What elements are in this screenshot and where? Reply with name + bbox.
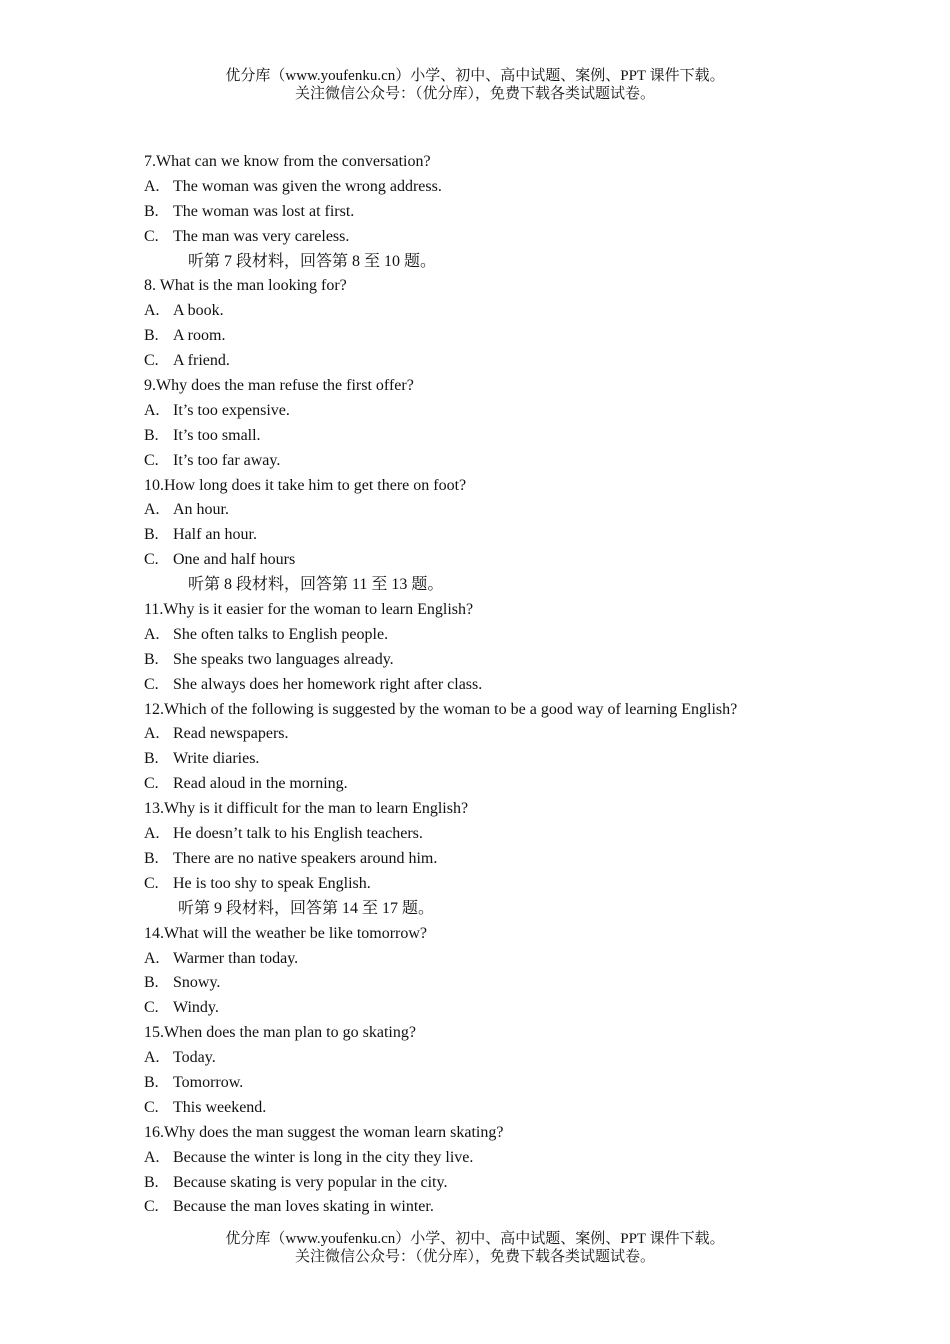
option-letter: B. bbox=[144, 750, 159, 768]
option-text: It’s too expensive. bbox=[173, 401, 290, 419]
option-9c bbox=[144, 449, 924, 474]
option-text: It’s too far away. bbox=[173, 451, 281, 469]
option-text: There are no native speakers around him. bbox=[173, 849, 438, 867]
option-16a bbox=[144, 1146, 924, 1171]
option-7a bbox=[144, 175, 924, 200]
question-stem-13: 13.Why is it difficult for the man to learn English? bbox=[144, 800, 469, 818]
footer-line-1: 优分库（www.youfenku.cn）小学、初中、高中试题、案例、PPT 课件下载。 bbox=[225, 1231, 725, 1247]
option-13c bbox=[144, 872, 924, 897]
page-footer bbox=[0, 1230, 950, 1266]
option-text: She speaks two languages already. bbox=[173, 650, 394, 668]
option-14c bbox=[144, 996, 924, 1021]
option-text: Windy. bbox=[173, 999, 219, 1017]
option-letter: C. bbox=[144, 451, 159, 469]
page-header bbox=[0, 67, 950, 103]
option-11c bbox=[144, 673, 924, 698]
option-letter: A. bbox=[144, 177, 160, 195]
option-text: Warmer than today. bbox=[173, 949, 299, 967]
option-text: He is too shy to speak English. bbox=[173, 874, 371, 892]
option-letter: A. bbox=[144, 825, 160, 843]
question-stem-11: 11.Why is it easier for the woman to learn English? bbox=[144, 601, 474, 619]
option-text: Tomorrow. bbox=[173, 1073, 244, 1091]
option-letter: C. bbox=[144, 227, 159, 245]
option-letter: A. bbox=[144, 625, 160, 643]
option-text: Because the winter is long in the city they live. bbox=[173, 1148, 474, 1166]
option-13a bbox=[144, 822, 924, 847]
section-instruction-7: 听第 7 段材料，回答第 8 至 10 题。 bbox=[188, 252, 437, 270]
question-stem-12: 12.Which of the following is suggested by the woman to be a good way of learning English? bbox=[144, 700, 738, 718]
option-9a bbox=[144, 399, 924, 424]
option-letter: C. bbox=[144, 675, 159, 693]
option-letter: A. bbox=[144, 1049, 160, 1067]
option-8a bbox=[144, 299, 924, 324]
option-8b bbox=[144, 324, 924, 349]
option-text: Because the man loves skating in winter. bbox=[173, 1198, 434, 1216]
option-15b bbox=[144, 1071, 924, 1096]
option-8c bbox=[144, 349, 924, 374]
option-15a bbox=[144, 1046, 924, 1071]
option-16c bbox=[144, 1195, 924, 1220]
option-text: One and half hours bbox=[173, 551, 296, 569]
option-letter: A. bbox=[144, 302, 160, 320]
option-text: A friend. bbox=[173, 352, 230, 370]
option-letter: C. bbox=[144, 775, 159, 793]
question-stem-16: 16.Why does the man suggest the woman learn skating? bbox=[144, 1123, 504, 1141]
question-stem-9: 9.Why does the man refuse the first offer? bbox=[144, 377, 414, 395]
option-letter: C. bbox=[144, 874, 159, 892]
option-12c bbox=[144, 772, 924, 797]
option-12b bbox=[144, 747, 924, 772]
option-letter: C. bbox=[144, 1198, 159, 1216]
option-letter: C. bbox=[144, 551, 159, 569]
option-text: A book. bbox=[173, 302, 224, 320]
option-text: The man was very careless. bbox=[173, 227, 350, 245]
option-letter: A. bbox=[144, 949, 160, 967]
option-letter: A. bbox=[144, 1148, 160, 1166]
option-text: The woman was lost at first. bbox=[173, 202, 355, 220]
option-12a bbox=[144, 722, 924, 747]
option-text: He doesn’t talk to his English teachers. bbox=[173, 825, 423, 843]
option-letter: A. bbox=[144, 725, 160, 743]
question-stem-8: 8. What is the man looking for? bbox=[144, 277, 347, 295]
exam-content bbox=[144, 150, 924, 1220]
option-letter: B. bbox=[144, 327, 159, 345]
option-text: The woman was given the wrong address. bbox=[173, 177, 442, 195]
option-letter: B. bbox=[144, 849, 159, 867]
option-11a bbox=[144, 623, 924, 648]
option-10a bbox=[144, 498, 924, 523]
option-text: Today. bbox=[173, 1049, 216, 1067]
option-letter: A. bbox=[144, 501, 160, 519]
option-text: A room. bbox=[173, 327, 226, 345]
option-letter: B. bbox=[144, 974, 159, 992]
option-7b bbox=[144, 200, 924, 225]
option-text: Half an hour. bbox=[173, 526, 257, 544]
option-letter: B. bbox=[144, 202, 159, 220]
option-letter: B. bbox=[144, 426, 159, 444]
option-7c bbox=[144, 225, 924, 250]
option-text: Write diaries. bbox=[173, 750, 260, 768]
option-text: Read newspapers. bbox=[173, 725, 289, 743]
option-letter: A. bbox=[144, 401, 160, 419]
option-text: Read aloud in the morning. bbox=[173, 775, 348, 793]
question-stem-10: 10.How long does it take him to get there on foot? bbox=[144, 476, 467, 494]
question-stem-7: 7.What can we know from the conversation? bbox=[144, 153, 431, 170]
option-text: She often talks to English people. bbox=[173, 625, 389, 643]
option-letter: C. bbox=[144, 352, 159, 370]
header-line-2: 关注微信公众号：（优分库），免费下载各类试题试卷。 bbox=[294, 86, 655, 102]
option-letter: B. bbox=[144, 1073, 159, 1091]
header-line-1: 优分库（www.youfenku.cn）小学、初中、高中试题、案例、PPT 课件下载。 bbox=[225, 68, 725, 84]
option-9b bbox=[144, 424, 924, 449]
option-16b bbox=[144, 1171, 924, 1196]
option-15c bbox=[144, 1096, 924, 1121]
option-text: An hour. bbox=[173, 501, 229, 519]
section-instruction-8: 听第 8 段材料，回答第 11 至 13 题。 bbox=[188, 576, 444, 594]
option-13b bbox=[144, 847, 924, 872]
question-stem-15: 15.When does the man plan to go skating? bbox=[144, 1024, 416, 1042]
section-instruction-9: 听第 9 段材料，回答第 14 至 17 题。 bbox=[178, 899, 435, 917]
option-text: Snowy. bbox=[173, 974, 221, 992]
option-text: This weekend. bbox=[173, 1098, 267, 1116]
option-letter: B. bbox=[144, 1173, 159, 1191]
option-14b bbox=[144, 971, 924, 996]
option-text: She always does her homework right after class. bbox=[173, 675, 483, 693]
option-10b bbox=[144, 523, 924, 548]
question-stem-14: 14.What will the weather be like tomorrow? bbox=[144, 924, 428, 942]
option-14a bbox=[144, 947, 924, 972]
option-letter: B. bbox=[144, 650, 159, 668]
option-letter: B. bbox=[144, 526, 159, 544]
footer-line-2: 关注微信公众号：（优分库），免费下载各类试题试卷。 bbox=[294, 1249, 655, 1265]
option-text: Because skating is very popular in the city. bbox=[173, 1173, 448, 1191]
option-11b bbox=[144, 648, 924, 673]
option-text: It’s too small. bbox=[173, 426, 261, 444]
option-letter: C. bbox=[144, 999, 159, 1017]
option-10c bbox=[144, 548, 924, 573]
option-letter: C. bbox=[144, 1098, 159, 1116]
